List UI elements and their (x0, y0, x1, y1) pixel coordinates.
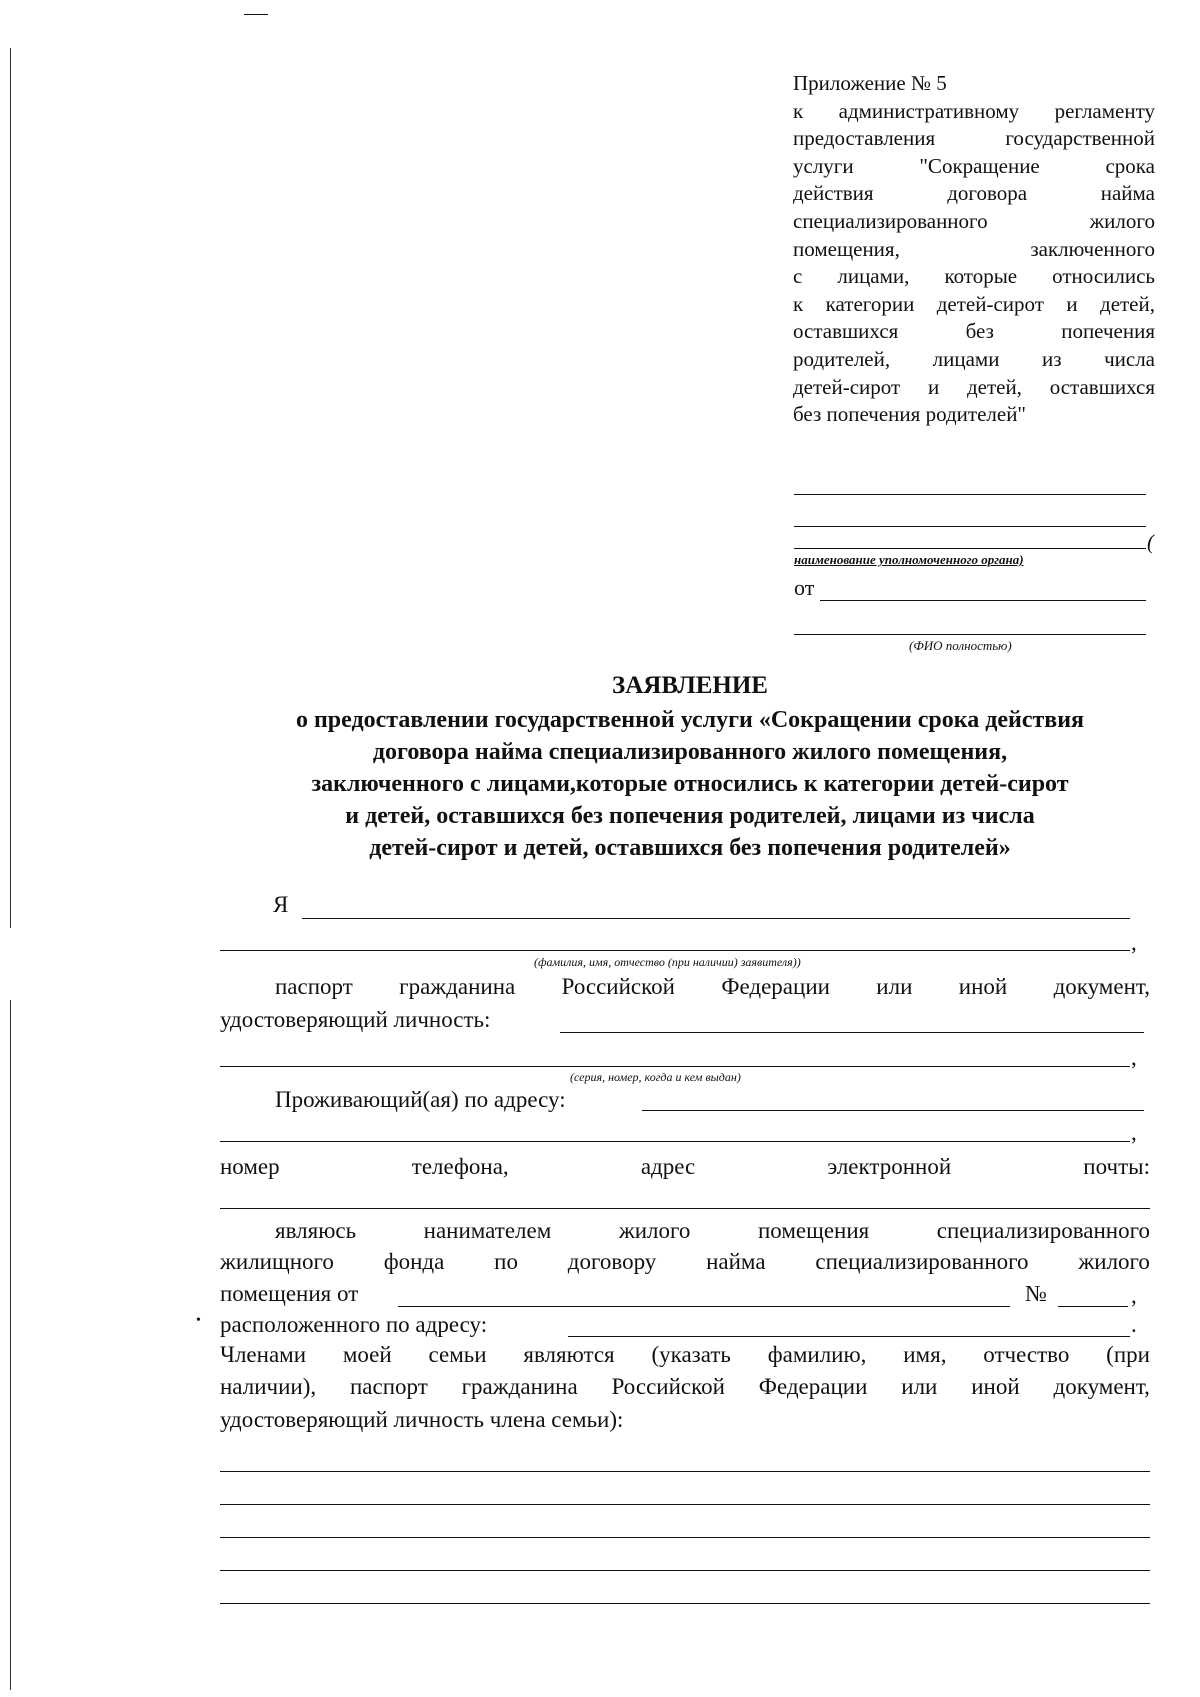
from-field[interactable] (820, 600, 1146, 601)
passport-field-2[interactable] (220, 1066, 1130, 1067)
word: иной (971, 1374, 1020, 1399)
subtitle-line: и детей, оставшихся без попечения родителей, лицами из числа (345, 803, 1035, 829)
family-label: удостоверяющий личность члена семьи): (220, 1407, 624, 1432)
contacts-line (220, 1154, 1150, 1180)
located-label: расположенного по адресу: (220, 1312, 488, 1337)
number-sign: № (1025, 1281, 1047, 1306)
appendix-line: услуги "Сокращение срока (793, 153, 1155, 178)
located-address-field[interactable] (568, 1336, 1130, 1337)
fio-caption: (ФИО полностью) (909, 638, 1012, 653)
appendix-line: оставшихся без попечения (793, 319, 1155, 344)
scan-margin-line (10, 48, 11, 928)
comma: , (1131, 930, 1137, 955)
from-label: от (794, 575, 815, 600)
subtitle-line: договора найма специализированного жилого помещения, (372, 739, 1008, 765)
applicant-name-field[interactable] (302, 918, 1130, 919)
recipient-blank-line[interactable] (794, 494, 1146, 495)
word: жилого (1078, 1249, 1150, 1274)
comma: , (1131, 1120, 1137, 1145)
appendix-line: с лицами, которые относились (793, 264, 1155, 289)
contacts-field[interactable] (220, 1208, 1150, 1209)
word: наличии), (220, 1374, 317, 1399)
contract-date-label: помещения от (220, 1281, 359, 1306)
word: отчество (983, 1342, 1070, 1367)
word: адрес (640, 1154, 696, 1179)
appendix-line: родителей, лицами из числа (793, 346, 1155, 371)
word: или (901, 1374, 938, 1399)
comma: , (1131, 1283, 1137, 1308)
appendix-line: без попечения родителей" (793, 402, 1026, 427)
family-member-field[interactable] (220, 1471, 1150, 1472)
family-line-1 (220, 1342, 1150, 1368)
scan-margin-line-lower (10, 1000, 11, 1690)
word: документ, (1053, 974, 1150, 999)
ya-label: Я (273, 892, 289, 917)
paren-mark: ( (1147, 530, 1154, 554)
tenant-line-2 (220, 1249, 1150, 1275)
word: Федерации (721, 974, 830, 999)
word: нанимателем (423, 1218, 552, 1243)
word: специализированного (936, 1218, 1150, 1243)
family-member-field[interactable] (220, 1537, 1150, 1538)
word: Российской (561, 974, 675, 999)
word: электронной (827, 1154, 952, 1179)
scan-mark-top (244, 14, 268, 15)
fio-field[interactable] (794, 634, 1146, 635)
word: (указать (651, 1342, 731, 1367)
passport-line-1 (275, 974, 1150, 1000)
word: жилищного (220, 1249, 334, 1274)
word: семьи (428, 1342, 487, 1367)
word: помещения (757, 1218, 870, 1243)
subtitle-line: о предоставлении государственной услуги «Сокращении срока действия (295, 707, 1085, 733)
word: паспорт (275, 974, 353, 999)
contract-number-field[interactable] (1058, 1306, 1128, 1307)
word: имя, (903, 1342, 947, 1367)
recipient-blank-line[interactable] (794, 526, 1146, 527)
appendix-line: специализированного жилого (793, 208, 1155, 233)
word: моей (342, 1342, 392, 1367)
word: паспорт (349, 1374, 428, 1399)
word: фамилию, (767, 1342, 867, 1367)
applicant-name-caption: (фамилия, имя, отчество (при наличии) заявителя)) (534, 955, 801, 969)
appendix-line: детей-сирот и детей, оставшихся (793, 374, 1155, 399)
applicant-name-field-2[interactable] (220, 950, 1130, 951)
subtitle-line: детей-сирот и детей, оставшихся без попечения родителей» (369, 835, 1011, 861)
word: документ, (1053, 1374, 1150, 1399)
word: Членами (220, 1342, 307, 1367)
passport-label: удостоверяющий личность: (220, 1007, 491, 1032)
word: Российской (611, 1374, 725, 1399)
organ-caption: наименование уполномоченного органа) (794, 552, 1024, 567)
family-member-field[interactable] (220, 1603, 1150, 1604)
word: Федерации (758, 1374, 868, 1399)
address-field-2[interactable] (220, 1141, 1130, 1142)
period: . (1131, 1312, 1137, 1337)
word: являюсь (275, 1218, 357, 1243)
word: по (494, 1249, 518, 1274)
appendix-block (793, 70, 1155, 429)
word: специализированного (815, 1249, 1029, 1274)
word: телефона, (411, 1154, 509, 1179)
comma: , (1131, 1045, 1137, 1070)
word: являются (523, 1342, 615, 1367)
appendix-line: предоставления государственной (793, 126, 1155, 151)
family-member-field[interactable] (220, 1504, 1150, 1505)
appendix-line: помещения, заключенного (793, 236, 1155, 261)
word: или (876, 974, 913, 999)
tenant-line-1 (275, 1218, 1150, 1244)
contract-date-field[interactable] (398, 1306, 1010, 1307)
word: номер (220, 1154, 280, 1179)
subtitle-line: заключенного с лицами,которые относились к категории детей-сирот (311, 771, 1069, 797)
passport-caption: (серия, номер, когда и кем выдан) (570, 1070, 741, 1084)
word: почты: (1083, 1154, 1150, 1179)
word: (при (1106, 1342, 1150, 1367)
word: гражданина (399, 974, 516, 999)
passport-field[interactable] (560, 1032, 1144, 1033)
family-member-field[interactable] (220, 1570, 1150, 1571)
appendix-line: к административному регламенту (793, 98, 1155, 123)
appendix-line: Приложение № 5 (793, 71, 947, 95)
appendix-line: действия договора найма (793, 181, 1155, 206)
word: жилого (618, 1218, 691, 1243)
scan-speck: • (196, 1313, 201, 1328)
word: найма (706, 1249, 766, 1274)
document-title: ЗАЯВЛЕНИЕ (612, 672, 768, 699)
address-label: Проживающий(ая) по адресу: (275, 1087, 566, 1112)
recipient-blank-line[interactable] (794, 548, 1146, 549)
family-line-2 (220, 1374, 1150, 1400)
word: фонда (383, 1249, 445, 1274)
word: иной (958, 974, 1008, 999)
word: гражданина (461, 1374, 578, 1399)
appendix-line: к категории детей-сирот и детей, (793, 291, 1155, 316)
word: договору (567, 1249, 657, 1274)
address-field[interactable] (642, 1110, 1144, 1111)
